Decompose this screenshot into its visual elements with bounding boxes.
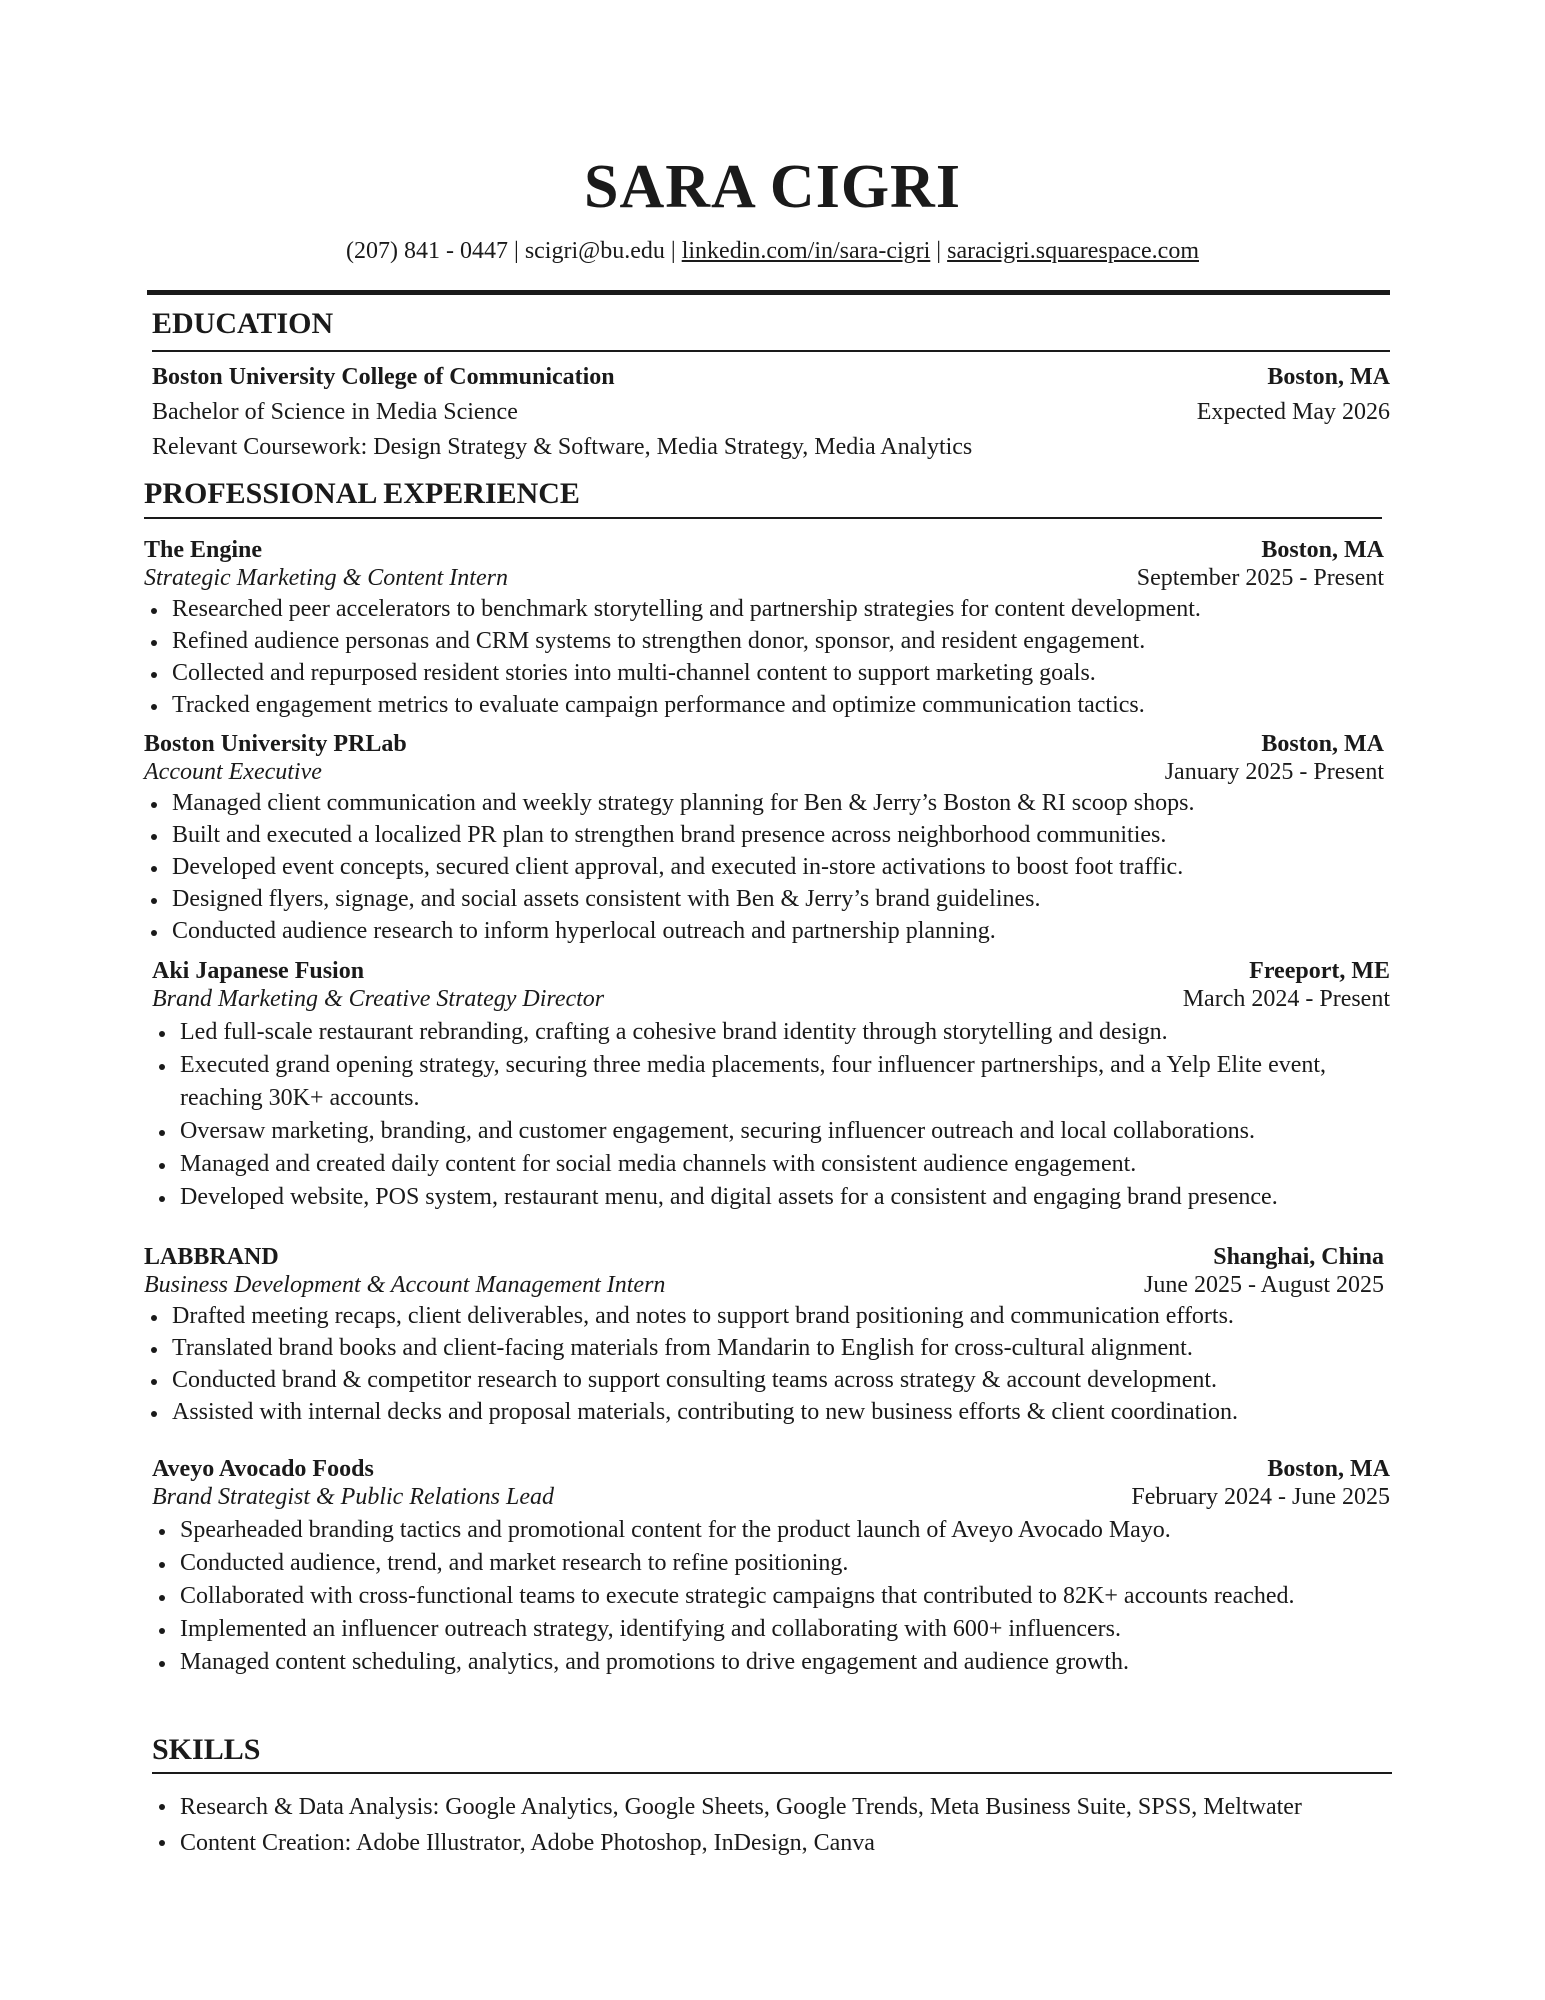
list-item: Spearheaded branding tactics and promotional content for the product launch of Aveyo Avocado Mayo. <box>152 1514 1352 1547</box>
job-location: Boston, MA <box>1267 1456 1390 1482</box>
phone: (207) 841 - 0447 <box>346 238 508 264</box>
job-role: Account Executive <box>144 759 322 785</box>
list-item: Tracked engagement metrics to evaluate campaign performance and optimize communication tactics. <box>144 689 1404 721</box>
list-item: Assisted with internal decks and proposal materials, contributing to new business efforts & client coordination. <box>144 1396 1404 1428</box>
job-role: Strategic Marketing & Content Intern <box>144 565 508 591</box>
list-item: Refined audience personas and CRM systems to strengthen donor, sponsor, and resident engagement. <box>144 625 1404 657</box>
job-org: LABBRAND <box>144 1244 279 1270</box>
job-bullets <box>144 1300 1404 1428</box>
job-role: Brand Strategist & Public Relations Lead <box>152 1484 554 1510</box>
list-item: Managed and created daily content for social media channels with consistent audience engagement. <box>152 1148 1402 1181</box>
skills-rule <box>152 1772 1392 1774</box>
skills-heading: SKILLS <box>152 1733 261 1766</box>
list-item: Research & Data Analysis: Google Analytics, Google Sheets, Google Trends, Meta Business Suite, SPSS, Meltwater <box>152 1789 1422 1825</box>
list-item: Drafted meeting recaps, client deliverables, and notes to support brand positioning and communication efforts. <box>144 1300 1404 1332</box>
job-dates: June 2025 - August 2025 <box>1144 1272 1384 1298</box>
list-item: Conducted audience research to inform hyperlocal outreach and partnership planning. <box>144 915 1404 947</box>
list-item: Managed content scheduling, analytics, and promotions to drive engagement and audience growth. <box>152 1646 1352 1679</box>
job-role: Business Development & Account Management Intern <box>144 1272 666 1298</box>
job-location: Boston, MA <box>1261 731 1384 757</box>
list-item: Conducted brand & competitor research to support consulting teams across strategy & account development. <box>144 1364 1404 1396</box>
job-role: Brand Marketing & Creative Strategy Director <box>152 986 605 1012</box>
job-location: Freeport, ME <box>1249 958 1390 984</box>
job-bullets <box>144 787 1404 947</box>
list-item: Led full-scale restaurant rebranding, crafting a cohesive brand identity through storytelling and design. <box>152 1016 1402 1049</box>
list-item: Managed client communication and weekly strategy planning for Ben & Jerry’s Boston & RI scoop shops. <box>144 787 1404 819</box>
job-dates: September 2025 - Present <box>1136 565 1384 591</box>
job-bullets <box>152 1016 1402 1214</box>
job-dates: March 2024 - Present <box>1182 986 1390 1012</box>
linkedin-link[interactable]: linkedin.com/in/sara-cigri <box>681 238 931 264</box>
school-name: Boston University College of Communication <box>152 364 615 390</box>
list-item: Researched peer accelerators to benchmark storytelling and partnership strategies for content development. <box>144 593 1404 625</box>
job-org: Aveyo Avocado Foods <box>152 1456 374 1482</box>
job-location: Shanghai, China <box>1213 1244 1384 1270</box>
list-item: Designed flyers, signage, and social assets consistent with Ben & Jerry’s brand guidelines. <box>144 883 1404 915</box>
list-item: Implemented an influencer outreach strategy, identifying and collaborating with 600+ influencers. <box>152 1613 1352 1646</box>
job-dates: January 2025 - Present <box>1164 759 1384 785</box>
list-item: Collected and repurposed resident stories into multi-channel content to support marketing goals. <box>144 657 1404 689</box>
list-item: Conducted audience, trend, and market research to refine positioning. <box>152 1547 1352 1580</box>
website-link[interactable]: saracigri.squarespace.com <box>947 238 1199 264</box>
list-item: Translated brand books and client-facing materials from Mandarin to English for cross-cultural alignment. <box>144 1332 1404 1364</box>
job-org: The Engine <box>144 537 263 563</box>
list-item: Built and executed a localized PR plan to strengthen brand presence across neighborhood communities. <box>144 819 1404 851</box>
experience-rule <box>144 517 1382 519</box>
experience-heading: PROFESSIONAL EXPERIENCE <box>144 477 580 510</box>
job-bullets <box>152 1514 1352 1679</box>
candidate-name: SARA CIGRI <box>584 153 961 221</box>
job-dates: February 2024 - June 2025 <box>1131 1484 1390 1510</box>
graduation-date: Expected May 2026 <box>1196 399 1390 425</box>
coursework: Relevant Coursework: Design Strategy & Software, Media Strategy, Media Analytics <box>152 434 973 460</box>
list-item: Oversaw marketing, branding, and customer engagement, securing influencer outreach and local collaborations. <box>152 1115 1402 1148</box>
degree: Bachelor of Science in Media Science <box>152 399 518 425</box>
list-item: Executed grand opening strategy, securing three media placements, four influencer partnerships, and a Yelp Elite event, reaching 30K+ accounts. <box>152 1049 1402 1115</box>
list-item: Developed event concepts, secured client approval, and executed in-store activations to boost foot traffic. <box>144 851 1404 883</box>
education-heading: EDUCATION <box>152 307 334 340</box>
list-item: Collaborated with cross-functional teams to execute strategic campaigns that contributed to 82K+ accounts reached. <box>152 1580 1352 1613</box>
education-rule <box>152 350 1390 352</box>
header-divider <box>147 290 1390 295</box>
list-item: Developed website, POS system, restaurant menu, and digital assets for a consistent and engaging brand presence. <box>152 1181 1402 1214</box>
school-location: Boston, MA <box>1267 364 1390 390</box>
list-item: Content Creation: Adobe Illustrator, Adobe Photoshop, InDesign, Canva <box>152 1825 1422 1861</box>
job-org: Aki Japanese Fusion <box>152 958 365 984</box>
job-location: Boston, MA <box>1261 537 1384 563</box>
job-org: Boston University PRLab <box>144 731 407 757</box>
email: scigri@bu.edu <box>524 238 665 264</box>
skills-list <box>152 1789 1422 1861</box>
job-bullets <box>144 593 1404 721</box>
contact-line: (207) 841 - 0447 | scigri@bu.edu | linkedin.com/in/sara-cigri | saracigri.squarespace.com <box>346 238 1199 264</box>
